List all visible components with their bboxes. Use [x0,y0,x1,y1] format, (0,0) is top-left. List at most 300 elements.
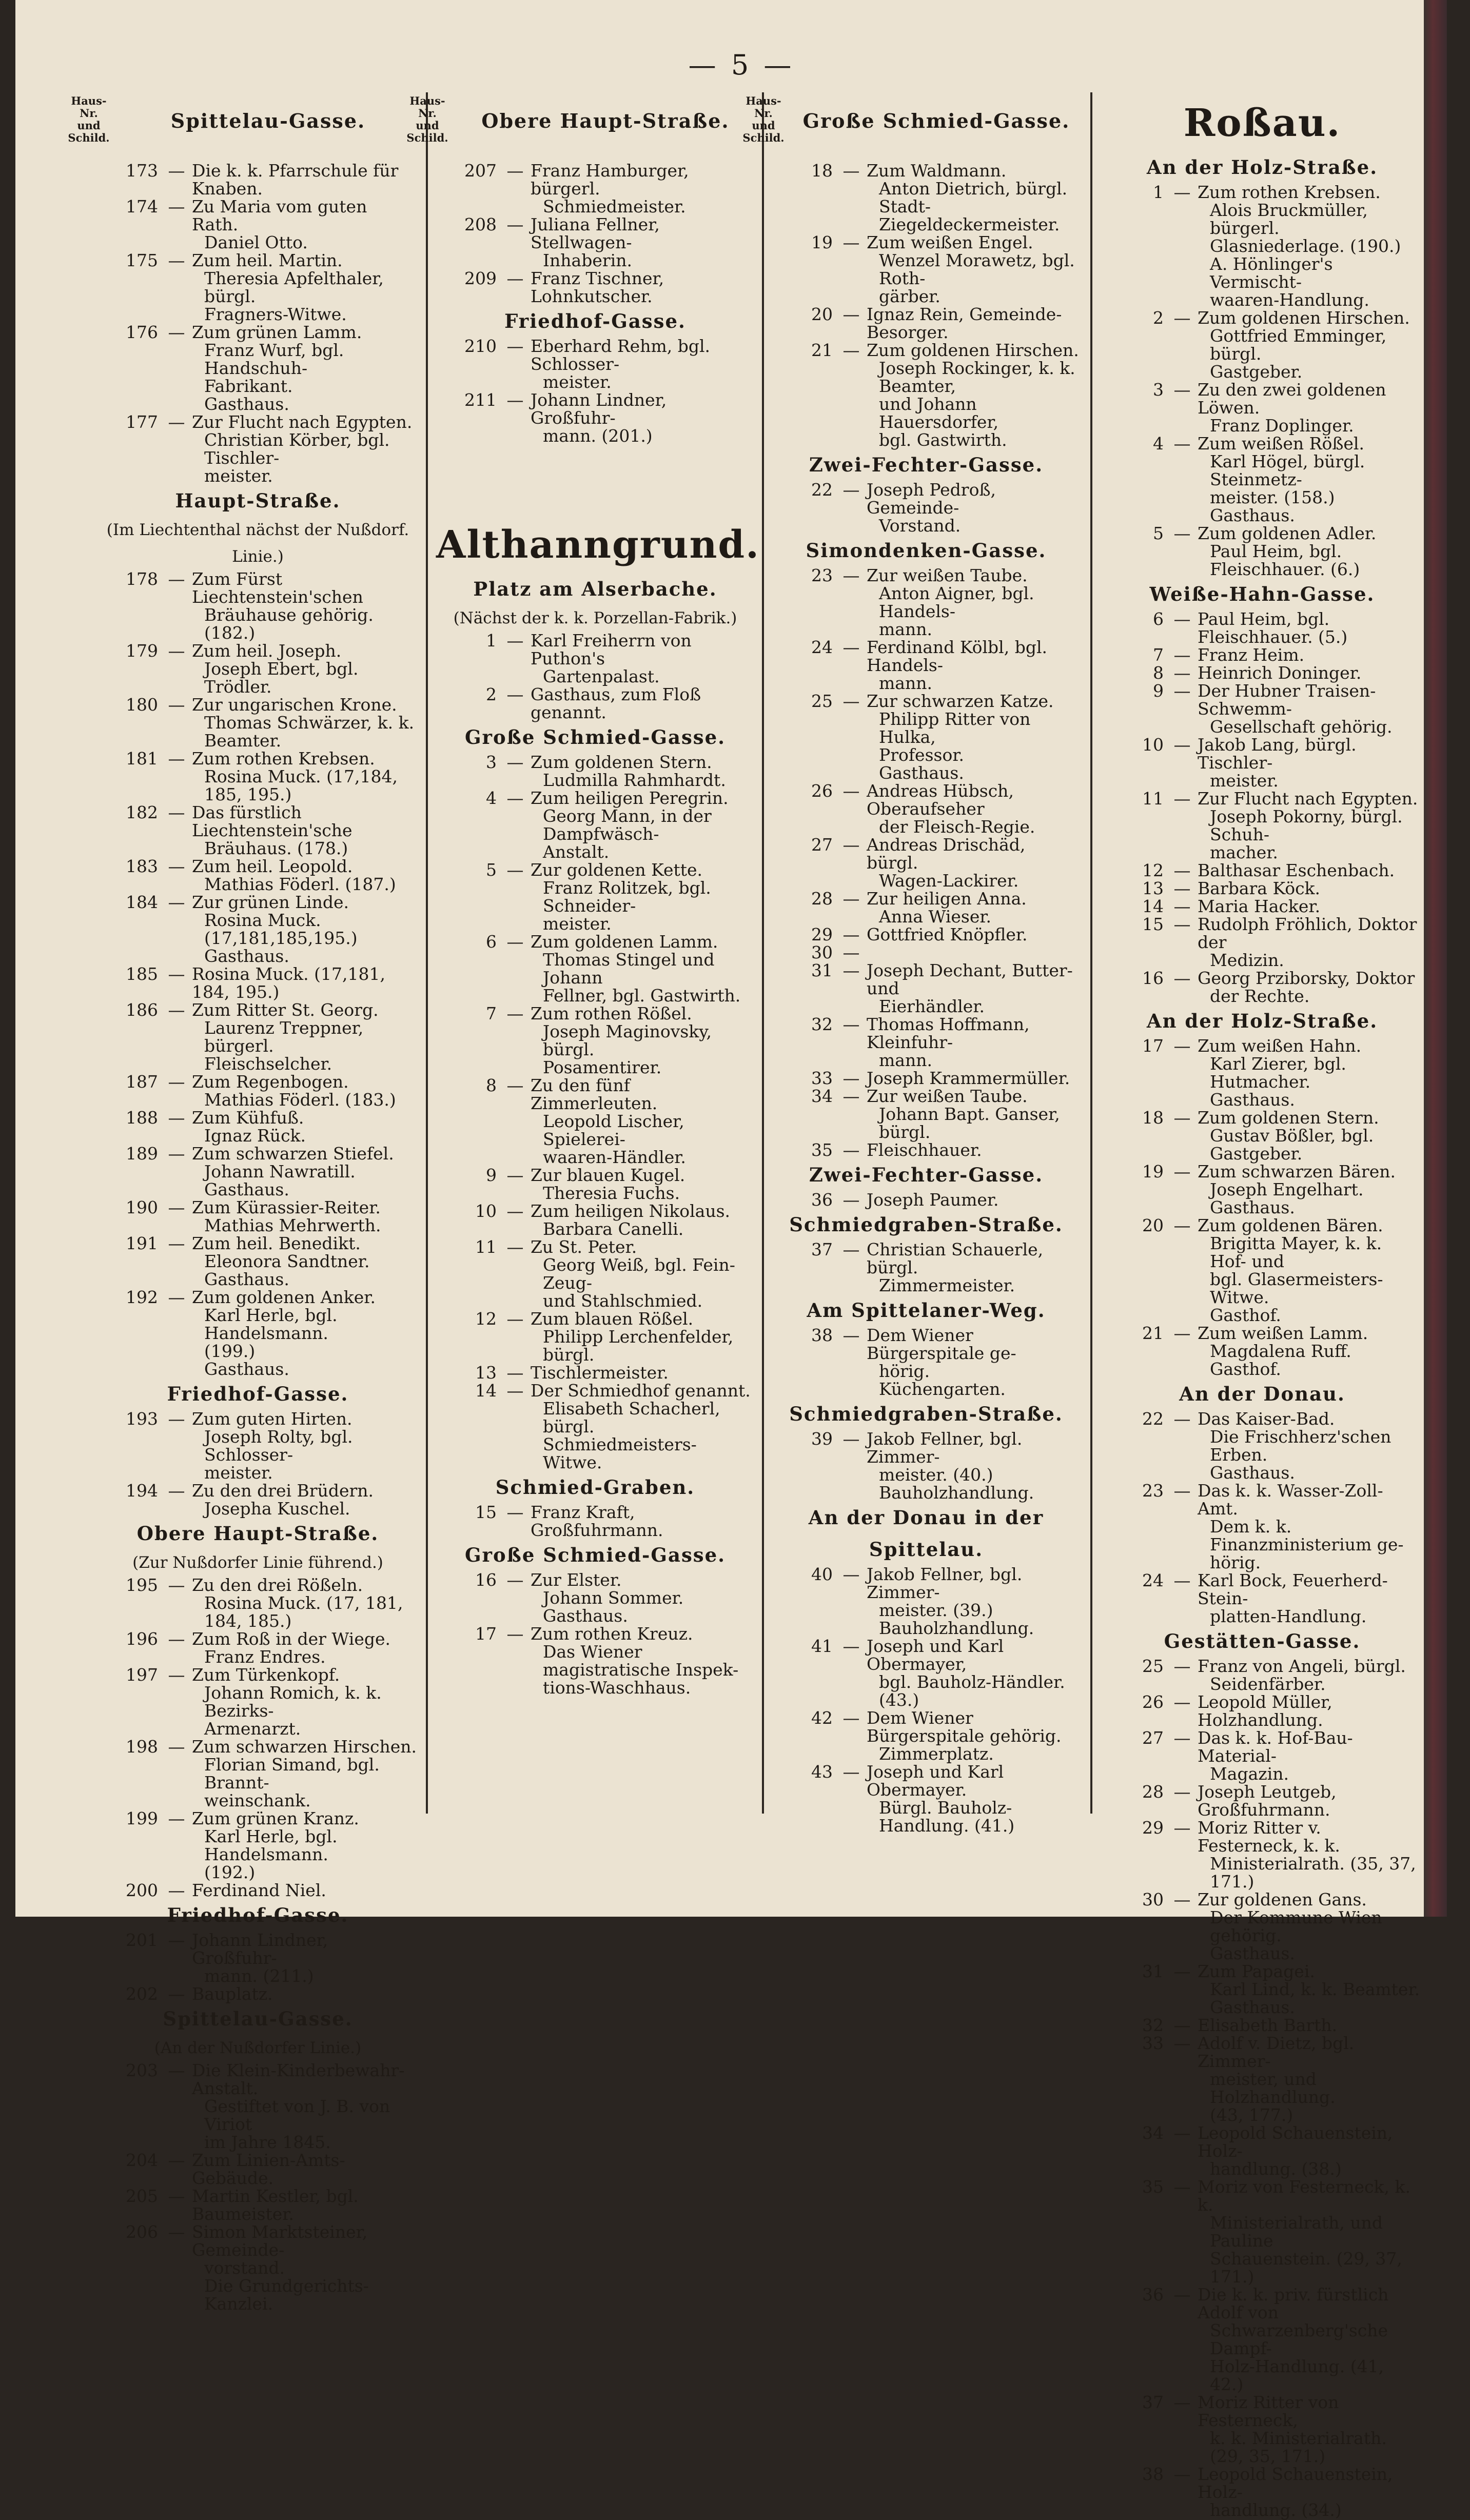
street-heading: Weiße-Hahn-Gasse. [1149,583,1375,605]
entry-line: Zum grünen Kranz. [192,1808,359,1828]
house-entry [772,162,1080,233]
entry-dash: — [1173,2285,1191,2305]
entry-text [531,269,754,305]
entry-dash: — [842,691,860,711]
house-number: 6 [486,932,497,952]
house-number: 22 [811,480,833,500]
entry-line: Gasthaus. [879,763,964,783]
entry-line: Das k. k. Hof-Bau-Material- [1198,1728,1353,1766]
entry-dash: — [842,1762,860,1782]
entry-text [531,1076,754,1166]
house-entry [97,413,418,485]
entry-line: vorstand. [204,2258,285,2278]
entry-dash: — [168,1197,185,1217]
house-entry [1103,2286,1421,2393]
entry-dash: — [168,856,185,876]
house-entry [436,685,754,721]
house-entry [772,1069,1080,1087]
entry-line: Gasthaus. [1210,1090,1295,1110]
entry-line: Karl Herle, bgl. Handelsmann. [204,1826,338,1864]
entry-line: Johann Nawratill. [204,1161,356,1182]
entry-line: Ferdinand Kölbl, bgl. Handels- [867,637,1048,675]
entry-text [1198,1571,1421,1625]
entry-line: Johann Lindner, Großfuhr- [531,390,667,428]
entry-line: Gartenpalast. [543,666,660,686]
entry-line: waaren-Händler. [543,1147,686,1167]
entry-line: Franz Kraft, Großfuhrmann. [531,1502,663,1540]
entry-dash: — [168,695,185,715]
entry-line: hörig. [879,1361,930,1381]
entry-line: Joseph Pokorny, bürgl. Schuh- [1210,806,1403,844]
entry-line: Gasthaus, zum Floß genannt. [531,684,701,722]
entry-line: Karl Lind, k. k. Beamter. [1210,1979,1420,1999]
entry-dash: — [506,1570,524,1590]
column-divider [426,92,428,1814]
entry-line: Zum Kürassier-Reiter. [192,1197,381,1217]
house-entry [436,391,754,445]
entry-dash: — [842,1190,860,1210]
entry-text [1198,2465,1421,2519]
entry-line: Zum Waldmann. [867,161,1007,181]
entry-text [531,1382,754,1471]
house-entry [772,1015,1080,1069]
entry-line: Gasthaus. [1210,1463,1295,1483]
entry-text [531,685,754,721]
entry-line: im Jahre 1845. [204,2132,331,2152]
entry-line [867,943,1080,961]
house-number: 26 [1142,1692,1164,1712]
house-number: 29 [1142,1818,1164,1838]
entry-dash: — [168,250,185,270]
entry-line: Andreas Drischäd, bürgl. [867,835,1026,873]
house-number: 13 [1142,878,1164,898]
entry-line: Gastgeber. [1210,362,1303,382]
entry-dash: — [168,2186,185,2206]
entry-line: Rosina Muck. (17, 181, 184, 185.) [204,1593,403,1631]
house-entry [1103,2034,1421,2124]
house-number: 41 [811,1636,833,1656]
house-number: 205 [126,2186,158,2206]
house-number: 194 [126,1481,158,1501]
entry-line: Zum heil. Benedikt. [192,1233,361,1253]
entry-line: Josepha Kuschel. [204,1499,350,1519]
entry-line: Rosina Muck. (17,181,185,195.) [204,910,358,948]
house-number: 200 [126,1880,158,1900]
entry-dash: — [842,1325,860,1345]
entry-line: Ignaz Rein, Gemeinde-Besorger. [867,304,1062,342]
street-heading: Zwei-Fechter-Gasse. [809,454,1044,476]
entry-line: Franz von Angeli, bürgl. [1198,1656,1406,1676]
entry-line: bgl. Bauholz-Händler. (43.) [879,1672,1065,1710]
house-entry [436,1503,754,1539]
entry-line: Zum Fürst Liechtenstein'schen [192,569,363,607]
entry-line: Gasthaus. [543,1606,628,1626]
entry-dash: — [168,1233,185,1253]
entry-line: Zum Roß in der Wiege. [192,1629,390,1649]
entry-line: Schmiedmeisters-Witwe. [543,1434,697,1472]
house-entry [97,570,418,642]
entry-line: Ignaz Rück. [204,1126,306,1146]
entry-text [867,1141,1080,1159]
entry-text [1198,969,1421,1005]
house-number: 15 [1142,914,1164,934]
house-number: 25 [1142,1656,1164,1676]
entry-line: Zum rothen Krebsen. [192,749,375,769]
entry-dash: — [168,1409,185,1429]
entry-line: Franz Endres. [204,1647,326,1667]
house-entry [97,2061,418,2151]
entry-line: bgl. Gastwirth. [879,430,1007,450]
house-entry [772,943,1080,961]
entry-line: Zum heil. Martin. [192,250,343,270]
haus-nr-label [66,95,112,144]
street-heading: Friedhof-Gasse. [167,1383,349,1405]
entry-line: Zum Papagei. [1198,1961,1315,1981]
entry-dash: — [1173,1323,1191,1343]
entry-text [531,1166,754,1202]
entry-line: Zum blauen Rößel. [531,1309,694,1329]
house-entry [436,1310,754,1364]
entry-line: Bauholzhandlung. [879,1483,1034,1503]
entry-line: Magdalena Ruff. [1210,1341,1351,1361]
entry-text [1198,736,1421,790]
entry-dash: — [168,1287,185,1307]
entry-text [531,933,754,1005]
entry-dash: — [1173,878,1191,898]
entry-line: Die Frischherz'schen Erben. [1210,1427,1391,1465]
entry-dash: — [1173,2392,1191,2412]
entry-line: Zur weißen Taube. [867,565,1028,585]
house-entry [97,1738,418,1809]
entry-dash: — [168,1000,185,1020]
entry-line: Zum goldenen Anker. [192,1287,376,1307]
entry-line: Theresia Fuchs. [543,1183,680,1203]
entry-line: Küchengarten. [879,1379,1006,1399]
entry-text [867,1709,1080,1763]
column-header [742,94,1080,158]
entry-dash: — [168,802,185,822]
house-number: 26 [811,781,833,801]
entry-text [867,1565,1080,1637]
house-entry [436,1076,754,1166]
street-heading: Zwei-Fechter-Gasse. [809,1164,1044,1186]
house-entry [772,233,1080,305]
house-number: 206 [126,2222,158,2242]
street-heading: Große Schmied-Gasse. [464,726,726,749]
house-number: 37 [811,1239,833,1259]
entry-line: Beamter. [204,731,282,751]
entry-text [192,965,418,1001]
house-number: 173 [126,161,158,181]
entry-dash: — [842,1140,860,1160]
entry-line: meister. (39.) [879,1600,993,1620]
house-entry [97,1109,418,1145]
street-heading: Schmiedgraben-Straße. [789,1403,1063,1425]
entry-dash: — [842,1636,860,1656]
entry-line: Schauenstein. (29, 37, 171.) [1210,2249,1402,2287]
haus-nr-label [404,95,450,144]
entry-line: Leopold Schauenstein, Holz- [1198,2123,1393,2161]
entry-dash: — [1173,1161,1191,1182]
entry-line: Joseph Leutgeb, Großfuhrmann. [1198,1782,1337,1820]
house-number: 175 [126,250,158,270]
entry-text [1198,1216,1421,1324]
entry-text [867,890,1080,926]
column-3 [742,94,1080,1836]
house-entry [97,1666,418,1738]
entry-text [1198,610,1421,646]
entry-line: Zum weißen Hahn. [1198,1036,1362,1056]
house-entry [1103,915,1421,969]
entry-line: meister. [204,466,273,486]
entry-line: Das Kaiser-Bad. [1198,1409,1335,1429]
entry-dash: — [842,480,860,500]
entry-line: Philipp Lerchenfelder, bürgl. [543,1327,734,1365]
house-entry [97,1001,418,1073]
house-entry [772,1191,1080,1209]
house-number: 1 [486,631,497,651]
entry-dash: — [842,1708,860,1728]
house-number: 38 [1142,2464,1164,2484]
column-divider [762,92,764,1814]
entry-line: Magazin. [1210,1764,1289,1784]
entry-dash: — [168,412,185,432]
entry-dash: — [842,565,860,585]
entry-dash: — [506,336,524,356]
house-number: 193 [126,1409,158,1429]
house-number: 5 [486,860,497,880]
entry-line: Zum goldenen Stern. [531,752,712,772]
entry-line: Zum weißen Rößel. [1198,434,1364,454]
entry-line: Gustav Bößler, bgl. Gastgeber. [1210,1126,1374,1164]
entry-dash: — [506,1624,524,1644]
house-number: 10 [1142,735,1164,755]
house-number: 190 [126,1197,158,1217]
haus-nr-label-line: Haus-Nr. [409,94,445,120]
entry-dash: — [506,631,524,651]
entry-line: Leopold Schauenstein, Holz- [1198,2464,1393,2502]
entry-line: Alois Bruckmüller, bürgerl. [1210,200,1368,238]
entry-line: Joseph Engelhart. [1210,1179,1364,1199]
entry-dash: — [506,1381,524,1401]
house-entry [97,1073,418,1109]
entry-text [192,857,418,893]
house-entry [97,2223,418,2313]
entry-line: Moriz Ritter v. Festerneck, k. k. [1198,1818,1340,1856]
house-entry [436,215,754,269]
street-heading: An der Donau. [1179,1383,1345,1405]
entry-line: Karl Freiherrn von Puthon's [531,631,692,668]
entry-line: Zum goldenen Hirschen. [1198,308,1410,328]
entry-line: Johann Lindner, Großfuhr- [192,1930,328,1968]
house-number: 188 [126,1108,158,1128]
entry-dash: — [1173,1782,1191,1802]
house-number: 28 [1142,1782,1164,1802]
house-entry [772,305,1080,341]
entry-line: Zu den zwei goldenen Löwen. [1198,380,1386,418]
entry-text [1198,1037,1421,1109]
entry-dash: — [842,1239,860,1259]
district-title: Althanngrund. [436,523,760,567]
entry-line: Joseph und Karl Obermayer, [867,1636,1004,1674]
entry-text [531,753,754,789]
entry-dash: — [1173,735,1191,755]
book-edge [1424,0,1447,1917]
entry-line: Zur Flucht nach Egypten. [1198,789,1418,809]
house-number: 42 [811,1708,833,1728]
house-entry [1103,2016,1421,2034]
entry-line: Joseph Pedroß, Gemeinde- [867,480,996,518]
house-entry [436,861,754,933]
house-number: 20 [1142,1215,1164,1235]
entry-text [192,1145,418,1198]
house-entry [1103,1783,1421,1819]
entry-line: A. Hönlinger's Vermischt- [1210,254,1333,292]
entry-line: k. k. Ministerialrath. (29, 35, 171.) [1210,2428,1387,2466]
house-number: 203 [126,2060,158,2080]
house-number: 187 [126,1072,158,1092]
entry-line: Maria Hacker. [1198,896,1321,916]
entry-text [531,1503,754,1539]
entry-text [1198,646,1421,664]
entry-line: weinschank. [204,1790,311,1810]
entry-dash: — [842,161,860,181]
entry-text [192,1576,418,1630]
entry-text [867,1069,1080,1087]
entry-dash: — [506,932,524,952]
house-number: 40 [811,1564,833,1584]
house-number: 37 [1142,2392,1164,2412]
entry-dash: — [506,161,524,181]
entry-text [867,1637,1080,1709]
entry-line: Christian Körber, bgl. Tischler- [204,430,390,468]
entry-text [1198,2124,1421,2178]
house-number: 14 [1142,896,1164,916]
entry-line: Seidenfärber. [1210,1674,1326,1694]
entry-dash: — [842,637,860,657]
entry-line: Zum rothen Kreuz. [531,1624,693,1644]
entry-line: Zum schwarzen Hirschen. [192,1737,417,1757]
entry-text [192,1109,418,1145]
house-entry [772,341,1080,449]
entry-dash: — [168,1144,185,1164]
entry-dash: — [168,1575,185,1595]
entry-line: Posamentirer. [543,1057,662,1077]
house-entry [1103,1962,1421,2016]
entry-line: Mathias Mehrwerth. [204,1215,381,1235]
entry-dash: — [168,892,185,912]
entry-text [1198,2286,1421,2393]
house-number: 185 [126,964,158,984]
entry-line: Franz Hamburger, bürgerl. [531,161,689,199]
house-entry [772,1565,1080,1637]
haus-nr-label-line: Schild. [406,131,448,144]
entry-dash: — [168,749,185,769]
entry-dash: — [1173,1108,1191,1128]
entry-line: Die Grundgerichts-Kanzlei. [204,2276,369,2314]
entry-line: Joseph und Karl Obermayer. [867,1762,1004,1800]
entry-line: Das Wiener magistratische Inspek- [543,1642,739,1680]
entry-line: meister. (158.) [1210,487,1335,507]
house-entry [772,481,1080,535]
house-number: 174 [126,196,158,216]
house-entry [97,1576,418,1630]
column-header [68,94,418,158]
house-entry [772,1326,1080,1398]
entry-dash: — [1173,1818,1191,1838]
haus-nr-label-line: und [416,119,439,132]
entry-text [1198,1163,1421,1216]
house-number: 9 [1153,681,1164,701]
entry-line: Paul Heim, bgl. Fleischhauer. (6.) [1210,541,1360,579]
entry-line: meister. (40.) [879,1465,993,1485]
entry-line: Zum goldenen Hirschen. [867,340,1079,360]
house-number: 186 [126,1000,158,1020]
house-entry [772,692,1080,782]
street-heading: Obere Haupt-Straße. [136,1522,379,1545]
entry-line: Christian Schauerle, bürgl. [867,1239,1044,1277]
entry-text [1198,897,1421,915]
entry-line: Zimmerplatz. [879,1744,994,1764]
house-entry [97,965,418,1001]
haus-nr-label-line: Haus-Nr. [746,94,781,120]
column-header [406,94,754,158]
entry-line: Zu Maria vom guten Rath. [192,196,367,234]
entry-text [867,638,1080,692]
entry-dash: — [1173,1961,1191,1981]
house-number: 178 [126,569,158,589]
entry-text [192,1288,418,1378]
entry-dash: — [168,161,185,181]
house-entry [1103,2178,1421,2286]
entry-dash: — [168,322,185,342]
entry-line: Die Klein-Kinderbewahr-Anstalt. [192,2060,405,2098]
entry-dash: — [506,1309,524,1329]
haus-nr-label-line: Haus-Nr. [71,94,107,120]
entry-line: Das k. k. Wasser-Zoll-Amt. [1198,1481,1383,1519]
entry-line: Ferdinand Niel. [192,1880,326,1900]
house-number: 207 [464,161,497,181]
house-number: 184 [126,892,158,912]
house-number: 27 [811,835,833,855]
house-entry [1103,1037,1421,1109]
entry-line: handlung. (34.) [1210,2500,1342,2520]
entry-line: Dem Wiener Bürgerspitale gehörig. [867,1708,1062,1746]
house-number: 15 [475,1502,497,1522]
house-entry [436,337,754,391]
entry-dash: — [842,835,860,855]
entry-line: Joseph Krammermüller. [867,1068,1070,1088]
house-entry [436,162,754,215]
entry-dash: — [506,788,524,808]
entry-text [192,750,418,803]
entry-line: Zum goldenen Adler. [1198,523,1377,543]
entry-text [192,1410,418,1482]
house-number: 11 [475,1237,497,1257]
house-number: 12 [1142,860,1164,880]
house-entry [1103,646,1421,664]
entry-line: Ludmilla Rahmhardt. [543,770,726,790]
entry-line: Heinrich Doninger. [1198,663,1362,683]
entry-line: Elisabeth Barth. [1198,2015,1338,2035]
entry-line: und Johann Hauersdorfer, [879,394,999,432]
entry-text [192,1234,418,1288]
house-entry [97,1630,418,1666]
entry-line: Zum grünen Lamm. [192,322,362,342]
entry-line: Zum heil. Leopold. [192,856,353,876]
entry-dash: — [1173,663,1191,683]
house-number: 36 [1142,2285,1164,2305]
